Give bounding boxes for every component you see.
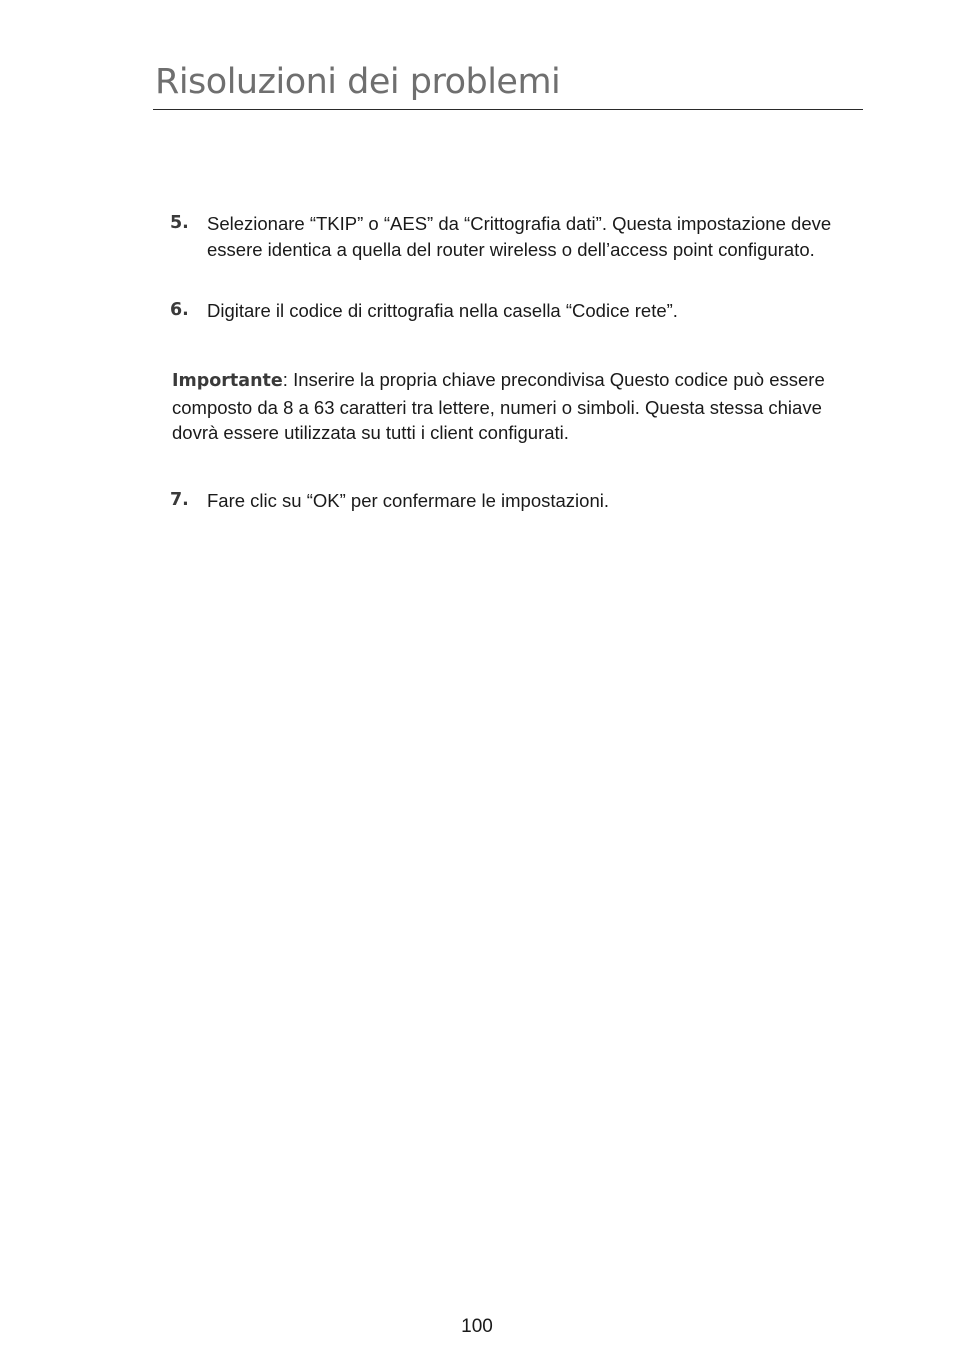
page-number: 100 bbox=[461, 1316, 493, 1337]
step-number: 7. bbox=[170, 490, 189, 510]
step-item-7 bbox=[170, 488, 860, 518]
step-number: 6. bbox=[170, 300, 189, 320]
note-separator: : bbox=[282, 369, 288, 390]
step-number: 5. bbox=[170, 213, 189, 233]
step-item-5 bbox=[170, 211, 860, 291]
step-item-6 bbox=[170, 298, 860, 328]
important-label: Importante bbox=[172, 371, 283, 391]
important-note bbox=[172, 367, 852, 446]
page-title: Risoluzioni dei problemi bbox=[155, 62, 561, 102]
step-text: Fare clic su “OK” per confermare le impostazioni. bbox=[207, 490, 609, 511]
title-divider bbox=[153, 109, 863, 110]
step-text: Digitare il codice di crittografia nella casella “Codice rete”. bbox=[207, 300, 678, 321]
note-text: Inserire la propria chiave precondivisa Questo codice può essere composto da 8 a 63 caratteri tra lettere, numeri o simboli. Questa stessa chiave dovrà essere utilizzata su tutti i client configurati. bbox=[172, 369, 825, 443]
step-text: Selezionare “TKIP” o “AES” da “Crittografia dati”. Questa impostazione deve essere identica a quella del router wireless o dell’access point configurato. bbox=[207, 213, 832, 260]
